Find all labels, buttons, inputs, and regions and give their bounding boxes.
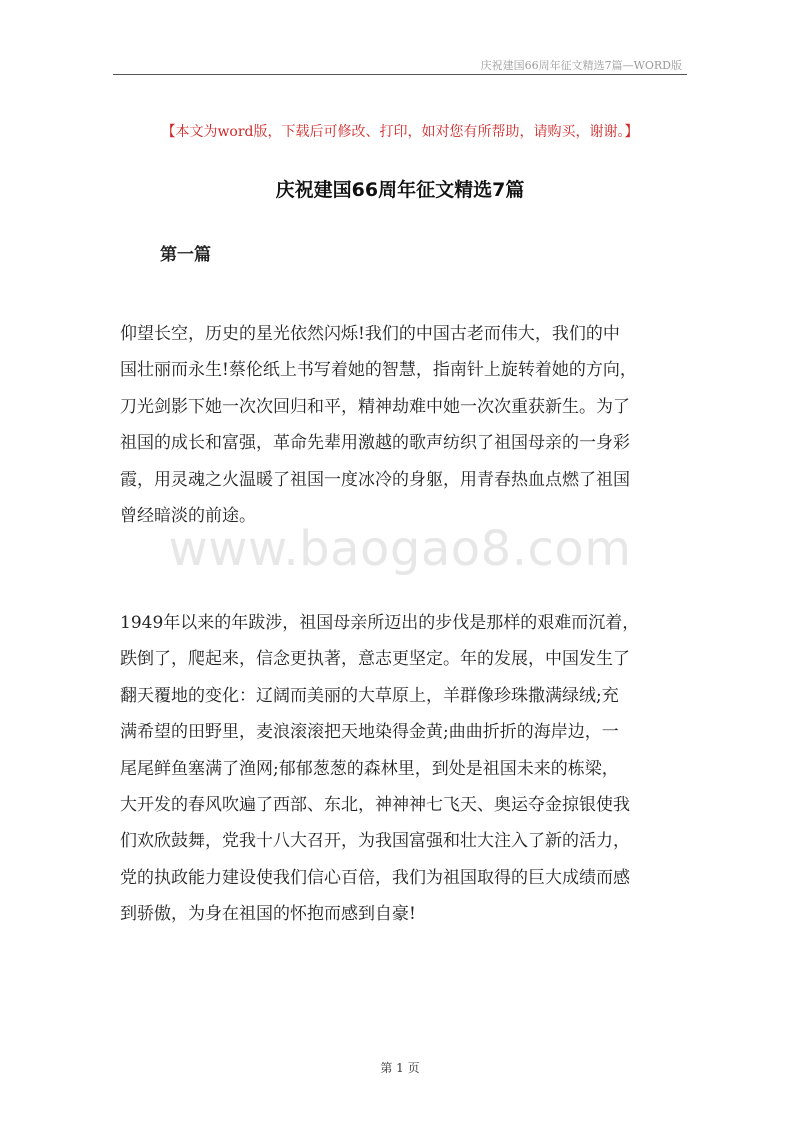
paragraph-line: 霞，用灵魂之火温暖了祖国一度冰冷的身躯，用青春热血点燃了祖国 (120, 469, 630, 490)
section-heading: 第一篇 (160, 245, 211, 265)
paragraph-line: 跌倒了，爬起来，信念更执著，意志更坚定。年的发展，中国发生了 (120, 649, 630, 670)
paragraph-line: 满希望的田野里，麦浪滚滚把天地染得金黄;曲曲折折的海岸边，一 (120, 722, 619, 743)
document-title: 庆祝建国66周年征文精选7篇 (275, 179, 525, 201)
paragraph-line: 翻天覆地的变化：辽阔而美丽的大草原上，羊群像珍珠撒满绿绒;充 (120, 685, 619, 706)
running-header: 庆祝建国66周年征文精选7篇—WORD版 (480, 59, 682, 72)
paragraph-line: 国壮丽而永生!蔡伦纸上书写着她的智慧，指南针上旋转着她的方向， (120, 360, 637, 381)
header-divider (113, 74, 687, 75)
paragraph-line: 曾经暗淡的前途。 (120, 506, 256, 527)
paragraph-line: 刀光剑影下她一次次回归和平，精神劫难中她一次次重获新生。为了 (120, 396, 630, 417)
paragraph-line: 仰望长空，历史的星光依然闪烁!我们的中国古老而伟大，我们的中 (120, 324, 620, 344)
paragraph-line: 尾尾鲜鱼塞满了渔网;郁郁葱葱的森林里，到处是祖国未来的栋梁， (120, 758, 619, 779)
body-paragraph-2 (120, 605, 686, 933)
page-number: 第 1 页 (380, 1061, 420, 1075)
paragraph-line: 1949年以来的年跋涉，祖国母亲所迈出的步伐是那样的艰难而沉着， (120, 613, 640, 633)
watermark: www.baogao8.com (168, 521, 632, 577)
paragraph-line: 们欢欣鼓舞，党我十八大召开，为我国富强和壮大注入了新的活力， (120, 831, 630, 852)
body-paragraph-1 (120, 316, 686, 534)
paragraph-line: 大开发的春风吹遍了西部、东北，神神神七飞天、奥运夺金掠银使我 (120, 795, 630, 816)
paragraph-line: 到骄傲，为身在祖国的怀抱而感到自豪! (120, 904, 416, 925)
paragraph-line: 祖国的成长和富强，革命先辈用激越的歌声纺织了祖国母亲的一身彩 (120, 433, 630, 454)
paragraph-line: 党的执政能力建设使我们信心百倍，我们为祖国取得的巨大成绩而感 (120, 867, 630, 888)
download-notice: 【本文为word版，下载后可修改、打印，如对您有所帮助，请购买，谢谢。】 (161, 124, 639, 140)
